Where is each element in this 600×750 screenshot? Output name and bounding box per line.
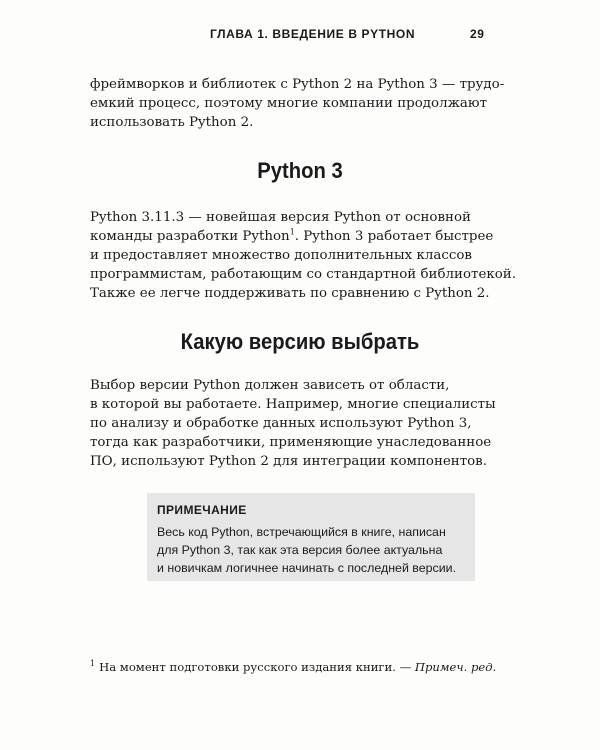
page-number: 29 xyxy=(470,27,485,41)
text-fragment: . Python 3 работает быстрее xyxy=(294,229,494,244)
footnote xyxy=(90,659,496,674)
text-line: Также ее легче поддерживать по сравнению с Python 2. xyxy=(90,286,490,301)
text-line: программистам, работающим со стандартной библиотекой. xyxy=(90,267,516,282)
python3-paragraph xyxy=(90,208,516,303)
note-line: для Python 3, так как эта версия более актуальна xyxy=(157,543,443,557)
text-fragment: команды разработки Python xyxy=(90,229,290,244)
text-line: фреймворков и библиотек с Python 2 на Python 3 — трудо- xyxy=(90,77,505,92)
chapter-title: ГЛАВА 1. ВВЕДЕНИЕ В PYTHON xyxy=(210,27,416,41)
text-line: использовать Python 2. xyxy=(90,115,254,130)
note-title: ПРИМЕЧАНИЕ xyxy=(157,503,247,517)
footnote-mark: 1 xyxy=(90,659,96,668)
note-box xyxy=(147,493,475,581)
choose-version-paragraph xyxy=(90,376,510,471)
note-line: Весь код Python, встречающийся в книге, написан xyxy=(157,525,446,539)
text-line xyxy=(90,227,510,246)
text-line: Выбор версии Python должен зависеть от области, xyxy=(90,378,450,393)
note-line: и новичкам логичнее начинать с последней версии. xyxy=(157,561,457,575)
intro-paragraph xyxy=(90,75,510,132)
text-line: по анализу и обработке данных используют Python 3, xyxy=(90,416,472,431)
text-line: ПО, используют Python 2 для интеграции компонентов. xyxy=(90,454,487,469)
text-line: емкий процесс, поэтому многие компании продолжают xyxy=(90,96,487,111)
text-line: и предоставляет множество дополнительных классов xyxy=(90,248,472,263)
text-line: в которой вы работаете. Например, многие специалисты xyxy=(90,397,496,412)
footnote-editor-note: Примеч. ред. xyxy=(414,659,497,674)
note-text xyxy=(157,523,477,577)
heading-choose-version: Какую версию выбрать xyxy=(180,329,420,354)
text-line: тогда как разработчики, применяющие унаследованное xyxy=(90,435,492,450)
footnote-text: На момент подготовки русского издания книги. — xyxy=(99,659,415,674)
footnote-reference: 1 xyxy=(289,227,295,237)
text-line: Python 3.11.3 — новейшая версия Python от основной xyxy=(90,210,471,225)
heading-python3: Python 3 xyxy=(257,158,343,183)
